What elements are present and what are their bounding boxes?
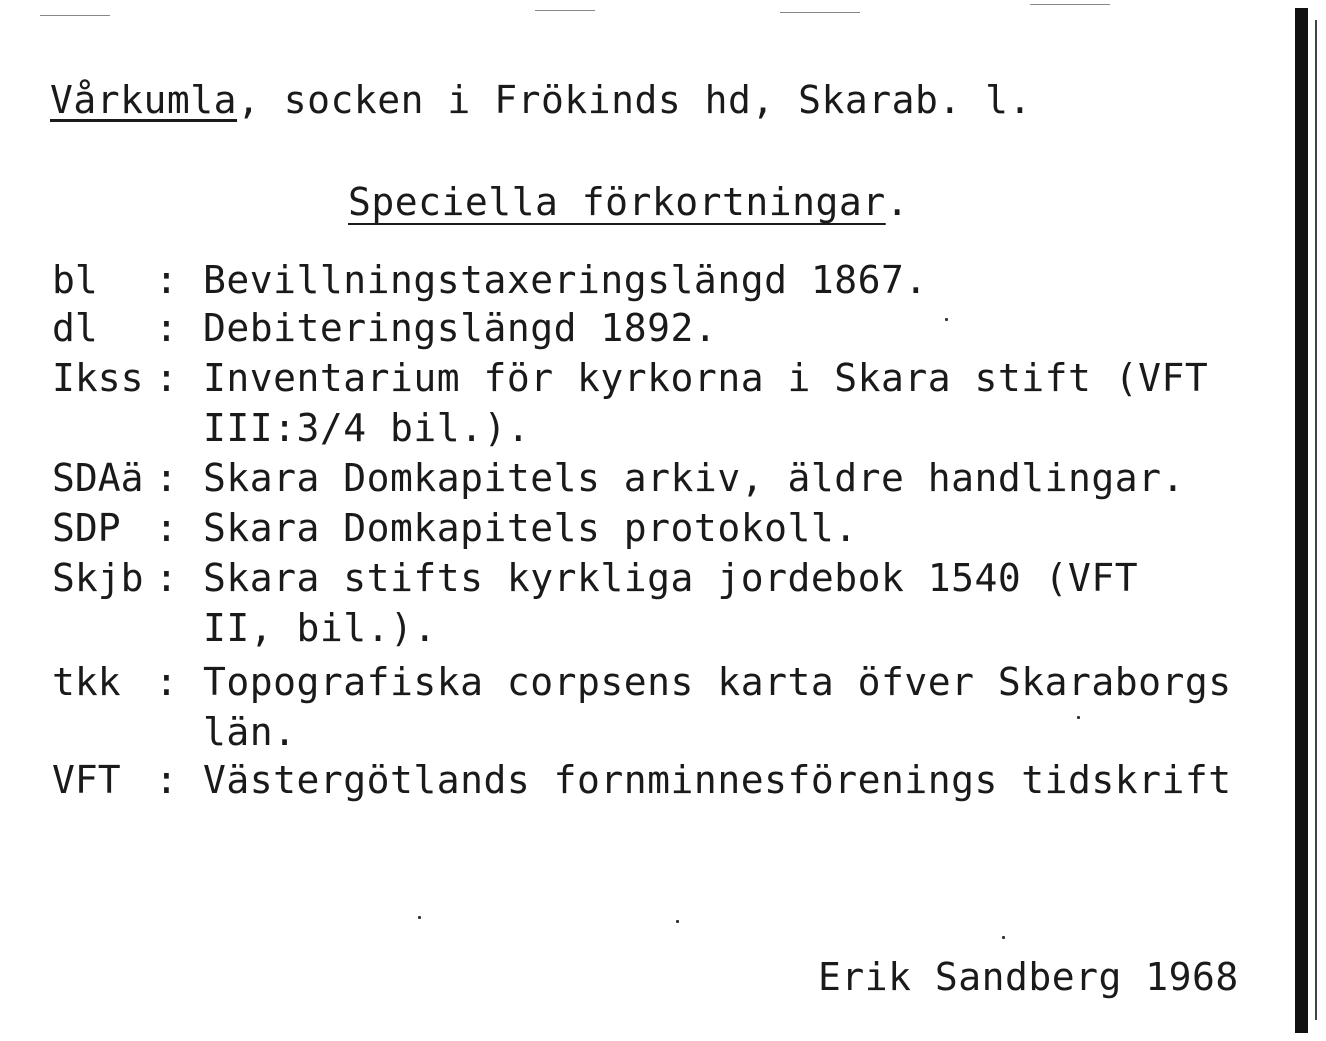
abbreviation-colon: : xyxy=(155,258,178,302)
abbreviation: VFT xyxy=(52,758,121,802)
abbreviation: bl xyxy=(52,258,98,302)
scan-mark xyxy=(40,15,110,16)
card-edge-shadow xyxy=(1295,8,1308,1033)
scan-speck xyxy=(1077,716,1080,719)
abbreviation-definition: Skara Domkapitels arkiv, äldre handlingar. xyxy=(203,456,1185,500)
card-heading xyxy=(50,78,1032,122)
author-signature: Erik Sandberg 1968 xyxy=(818,955,1239,999)
abbreviation-colon: : xyxy=(155,306,178,350)
scan-speck xyxy=(945,318,948,321)
abbreviation-definition: Västergötlands fornminnesförenings tidskrift xyxy=(203,758,1232,802)
abbreviation-colon: : xyxy=(155,506,178,550)
section-title-period: . xyxy=(885,180,910,224)
abbreviation-colon: : xyxy=(155,660,178,704)
abbreviation-definition-continued: II, bil.). xyxy=(203,606,437,650)
abbreviation-colon: : xyxy=(155,356,178,400)
abbreviation: Ikss xyxy=(52,356,144,400)
card-edge-line xyxy=(1315,20,1317,1020)
abbreviation-colon: : xyxy=(155,758,178,802)
abbreviation: SDP xyxy=(52,506,121,550)
abbreviation-definition: Topografiska corpsens karta öfver Skaraborgs xyxy=(203,660,1232,704)
abbreviation: Skjb xyxy=(52,556,144,600)
scan-mark xyxy=(1030,4,1110,5)
abbreviation: SDAä xyxy=(52,456,144,500)
section-title-text: Speciella förkortningar xyxy=(348,180,886,224)
abbreviation: dl xyxy=(52,306,98,350)
section-title xyxy=(348,180,909,224)
scan-speck xyxy=(676,920,679,923)
abbreviation-definition: Bevillningstaxeringslängd 1867. xyxy=(203,258,928,302)
parish-location: , socken i Frökinds hd, Skarab. l. xyxy=(237,78,1032,122)
parish-name: Vårkumla xyxy=(50,78,238,122)
abbreviation-definition: Inventarium för kyrkorna i Skara stift (VFT xyxy=(203,356,1209,400)
scan-speck xyxy=(1002,936,1005,939)
scan-mark xyxy=(535,10,595,11)
abbreviation: tkk xyxy=(52,660,121,704)
abbreviation-definition: Skara stifts kyrkliga jordebok 1540 (VFT xyxy=(203,556,1139,600)
abbreviation-colon: : xyxy=(155,456,178,500)
abbreviation-definition: Debiteringslängd 1892. xyxy=(203,306,718,350)
scan-mark xyxy=(780,12,860,13)
scan-speck xyxy=(418,916,421,919)
abbreviation-colon: : xyxy=(155,556,178,600)
abbreviation-definition-continued: län. xyxy=(203,710,297,754)
abbreviation-definition: Skara Domkapitels protokoll. xyxy=(203,506,858,550)
abbreviation-definition-continued: III:3/4 bil.). xyxy=(203,406,531,450)
